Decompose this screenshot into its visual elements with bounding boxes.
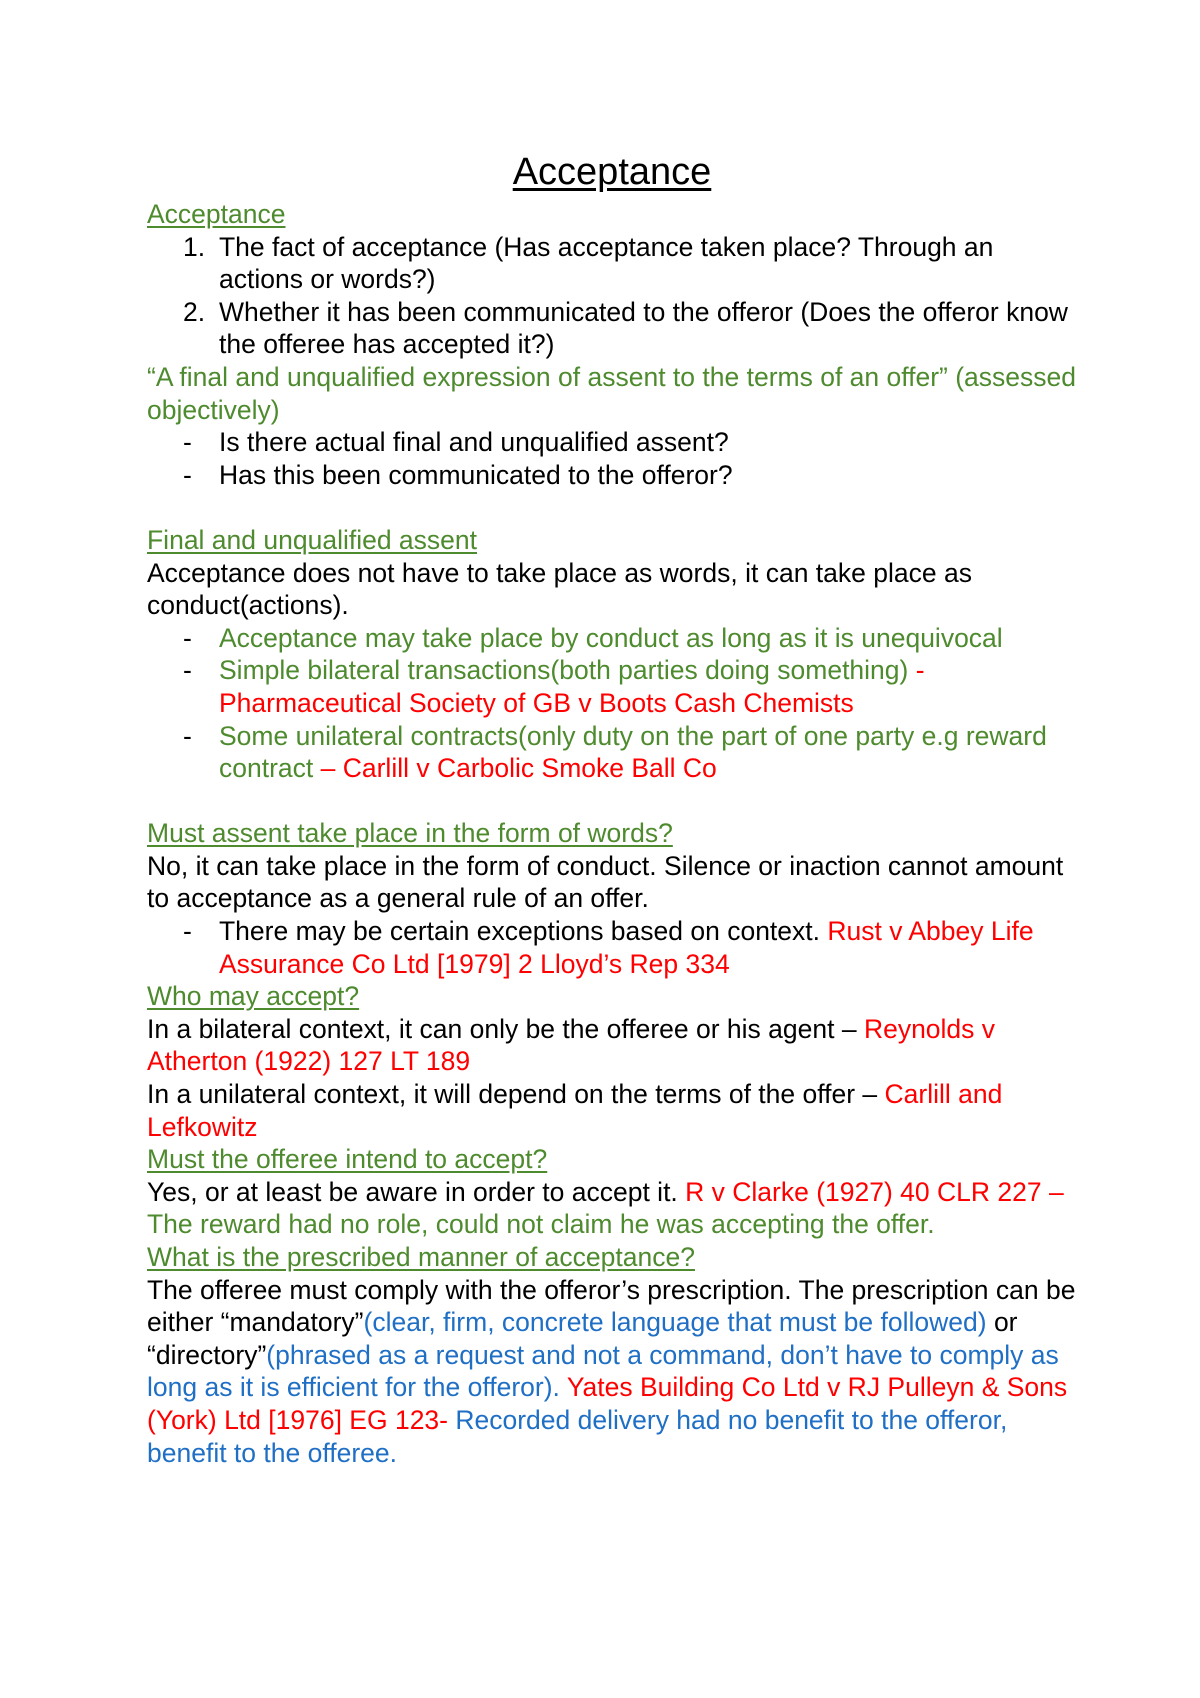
list-item	[147, 622, 1077, 655]
bullet-list	[147, 622, 1077, 785]
dash-marker: -	[183, 655, 192, 686]
bullet-list	[147, 915, 1077, 980]
case-citation: Yates Building Co Ltd v RJ Pulleyn & Sons (York) Ltd [1976] EG 123-	[147, 1372, 1068, 1435]
list-item	[147, 654, 1077, 719]
spacer	[147, 491, 1077, 524]
list-item	[147, 720, 1077, 785]
list-item	[147, 426, 1077, 459]
case-citation: Rust v Abbey Life Assurance Co Ltd [1979] 2 Lloyd’s Rep 334	[219, 916, 1034, 979]
paragraph	[147, 1078, 1077, 1143]
list-item-text: Has this been communicated to the offeror?	[219, 459, 733, 490]
numbered-list	[147, 231, 1077, 361]
list-item-text: Acceptance may take place by conduct as long as it is unequivocal	[219, 622, 1003, 653]
paragraph: No, it can take place in the form of conduct. Silence or inaction cannot amount to acceptance as a general rule of an offer.	[147, 850, 1064, 914]
document-content	[147, 148, 1077, 1469]
section-heading-final-assent: Final and unqualified assent	[147, 524, 478, 555]
paragraph-text: Yes, or at least be aware in order to accept it.	[147, 1176, 678, 1207]
paragraph: Acceptance does not have to take place as words, it can take place as conduct(actions).	[147, 557, 972, 621]
list-item-text: Simple bilateral transactions(both parties doing something)	[219, 655, 909, 686]
list-item-text: The fact of acceptance (Has acceptance taken place? Through an actions or words?)	[219, 231, 994, 295]
section-heading-words: Must assent take place in the form of words?	[147, 818, 673, 849]
case-citation: Carlill and Lefkowitz	[147, 1079, 1003, 1142]
section-heading-intend: Must the offeree intend to accept?	[147, 1144, 548, 1175]
definition-quote: “A final and unqualified expression of assent to the terms of an offer” (assessed objectively)	[147, 361, 1077, 425]
dash-marker: -	[183, 459, 192, 490]
list-number: 1.	[183, 231, 206, 262]
list-item-text: Is there actual final and unqualified assent?	[219, 427, 729, 458]
dash-marker: -	[183, 916, 192, 947]
paragraph-text: In a unilateral context, it will depend on the terms of the offer –	[147, 1079, 878, 1110]
section-heading-acceptance: Acceptance	[147, 199, 286, 229]
case-citation: – Carlill v Carbolic Smoke Ball Co	[313, 753, 717, 784]
bullet-list	[147, 426, 1077, 491]
explanation-note: (clear, firm, concrete language that must be followed)	[363, 1307, 987, 1338]
case-citation: Reynolds v Atherton (1922) 127 LT 189	[147, 1013, 996, 1077]
case-citation: - Pharmaceutical Society of GB v Boots Cash Chemists	[219, 655, 925, 718]
paragraph	[147, 1013, 1077, 1078]
list-item-text: Whether it has been communicated to the offeror (Does the offeror know the offeree has accepted it?)	[219, 296, 1068, 360]
list-item	[147, 459, 1077, 492]
case-note: The reward had no role, could not claim he was accepting the offer.	[147, 1209, 935, 1240]
paragraph-text: or “directory”	[147, 1307, 1018, 1370]
section-heading-manner: What is the prescribed manner of acceptance?	[147, 1242, 695, 1272]
dash-marker: -	[183, 720, 192, 751]
explanation-note: (phrased as a request and not a command, don’t have to comply as long as it is efficient for the offeror).	[147, 1339, 1059, 1403]
spacer	[147, 785, 1077, 818]
list-item-text: There may be certain exceptions based on context.	[219, 916, 821, 947]
list-number: 2.	[183, 296, 206, 327]
case-note: Recorded delivery had no benefit to the offeror, benefit to the offeree.	[147, 1404, 1008, 1468]
paragraph-text: The offeree must comply with the offeror’s prescription. The prescription can be either “mandatory”	[147, 1274, 1076, 1338]
list-item	[147, 231, 1077, 296]
case-citation: R v Clarke (1927) 40 CLR 227 –	[677, 1176, 1064, 1207]
list-item	[147, 296, 1077, 361]
paragraph-text: In a bilateral context, it can only be the offeree or his agent –	[147, 1013, 857, 1044]
paragraph	[147, 1274, 1077, 1470]
section-heading-who: Who may accept?	[147, 981, 360, 1012]
dash-marker: -	[183, 427, 192, 458]
dash-marker: -	[183, 622, 192, 653]
paragraph	[147, 1176, 1077, 1241]
page-title: Acceptance	[512, 151, 712, 193]
list-item-text: Some unilateral contracts(only duty on the part of one party e.g reward contract	[219, 720, 1047, 784]
list-item	[147, 915, 1077, 980]
